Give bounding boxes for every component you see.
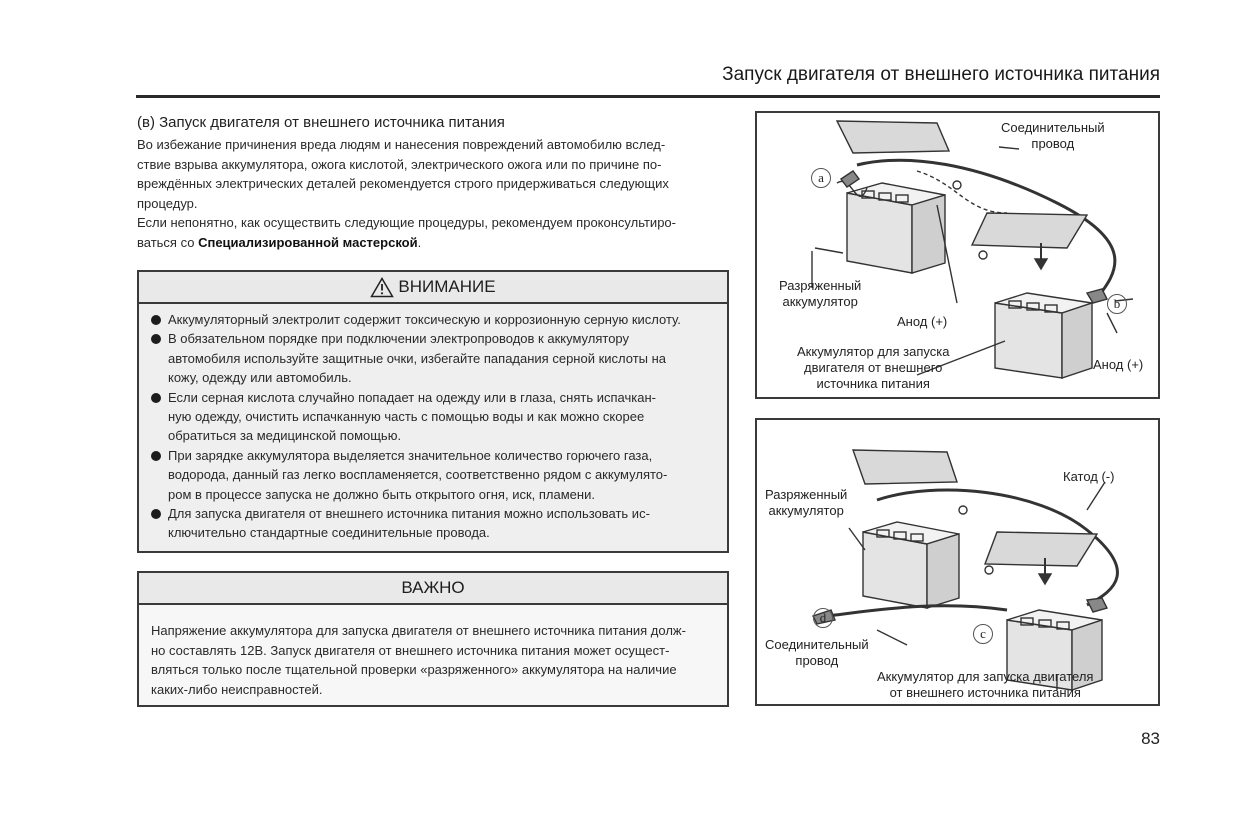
label-anode-1: Анод (+): [897, 314, 948, 329]
figure-positive-connection: [755, 111, 1160, 399]
important-text: [139, 605, 727, 699]
label-anode-2: Анод (+): [1093, 357, 1144, 372]
marker-c: c: [973, 624, 993, 644]
important-header: [139, 573, 727, 605]
intro-line: ваться со: [137, 234, 199, 250]
bullet-icon: [151, 315, 161, 325]
warning-title: ВНИМАНИЕ: [398, 277, 496, 296]
warning-line: автомобиля используйте защитные очки, избегайте пападания серной кислоты на: [168, 350, 667, 366]
warning-box: [137, 270, 729, 553]
marker-a: a: [811, 168, 831, 188]
intro-line: .: [417, 234, 422, 250]
label-connecting-cable: Соединительный провод: [1001, 120, 1105, 151]
warning-item: [151, 310, 713, 329]
warning-line: обратиться за медицинской помощью.: [168, 428, 402, 444]
label-connecting-cable: Соединительный провод: [765, 637, 869, 668]
important-line: Напряжение аккумулятора для запуска двигателя от внешнего источника питания долж-: [151, 623, 686, 638]
warning-line: водорода, данный газ легко воспламеняется, соответственно рядом с аккумулято-: [168, 467, 668, 483]
figure-negative-connection: [755, 418, 1160, 706]
important-line: вляться только после тщательной проверки «разряженного» аккумулятора на наличие: [151, 662, 677, 677]
warning-header: [139, 272, 727, 304]
warning-line: ром в процессе запуска не должно быть открытого огня, иск, пламени.: [168, 486, 595, 502]
warning-line: кожу, одежду или автомобиль.: [168, 370, 352, 386]
bullet-icon: [151, 334, 161, 344]
intro-line: Во избежание причинения вреда людям и нанесения повреждений автомобилю вслед-: [137, 137, 666, 152]
warning-item: [151, 446, 713, 504]
bullet-icon: [151, 509, 161, 519]
intro-line: процедур.: [137, 195, 198, 211]
bullet-icon: [151, 393, 161, 403]
important-line: но составлять 12В. Запуск двигателя от внешнего источника питания может осущест-: [151, 642, 670, 658]
warning-line: ную одежду, очистить испачканную часть с помощью воды и как можно скорее: [168, 409, 645, 425]
warning-list: [139, 304, 727, 543]
important-line: каких-либо неисправностей.: [151, 681, 323, 697]
warning-line: В обязательном порядке при подключении электропроводов к аккумулятору: [168, 331, 630, 347]
important-box: [137, 571, 729, 707]
workshop-emphasis: Специализированной мастерской: [198, 234, 418, 250]
warning-line: При зарядке аккумулятора выделяется значительное количество горючего газа,: [168, 447, 653, 463]
intro-title: (в) Запуск двигателя от внешнего источника питания: [137, 114, 505, 131]
marker-b: b: [1107, 294, 1127, 314]
page-number: 83: [1141, 729, 1160, 748]
label-booster-battery: Аккумулятор для запуска двигателя от внешнего источника питания: [797, 344, 950, 391]
warning-item: [151, 329, 713, 387]
label-dead-battery: Разряженный аккумулятор: [779, 278, 862, 309]
label-dead-battery: Разряженный аккумулятор: [765, 487, 848, 518]
header-divider: [136, 95, 1160, 98]
important-title: ВАЖНО: [401, 578, 465, 597]
warning-item: [151, 388, 713, 446]
warning-item: [151, 504, 713, 543]
intro-line: ствие взрыва аккумулятора, ожога кислотой, электрического ожога или по причине по-: [137, 156, 662, 172]
intro-paragraph-1: [137, 135, 737, 213]
label-cathode: Катод (-): [1063, 469, 1115, 484]
intro-section: [137, 114, 737, 252]
bullet-icon: [151, 451, 161, 461]
warning-line: Аккумуляторный электролит содержит токсическую и коррозионную серную кислоту.: [168, 312, 681, 327]
warning-triangle-icon: [370, 277, 394, 298]
intro-line: вреждённых электрических деталей рекомендуется строго придерживаться следующих: [137, 176, 669, 191]
page-header-title: Запуск двигателя от внешнего источника питания: [722, 64, 1160, 85]
label-booster-battery: Аккумулятор для запуска двигателя от внешнего источника питания: [877, 669, 1094, 700]
intro-line: Если непонятно, как осуществить следующие процедуры, рекомендуем проконсультиро-: [137, 215, 676, 230]
intro-paragraph-2: [137, 213, 737, 252]
marker-d: d: [813, 608, 833, 628]
warning-line: Если серная кислота случайно попадает на одежду или в глаза, снять испачкан-: [168, 389, 656, 405]
warning-line: Для запуска двигателя от внешнего источника питания можно использовать ис-: [168, 506, 650, 522]
warning-line: ключительно стандартные соединительные провода.: [168, 525, 490, 541]
